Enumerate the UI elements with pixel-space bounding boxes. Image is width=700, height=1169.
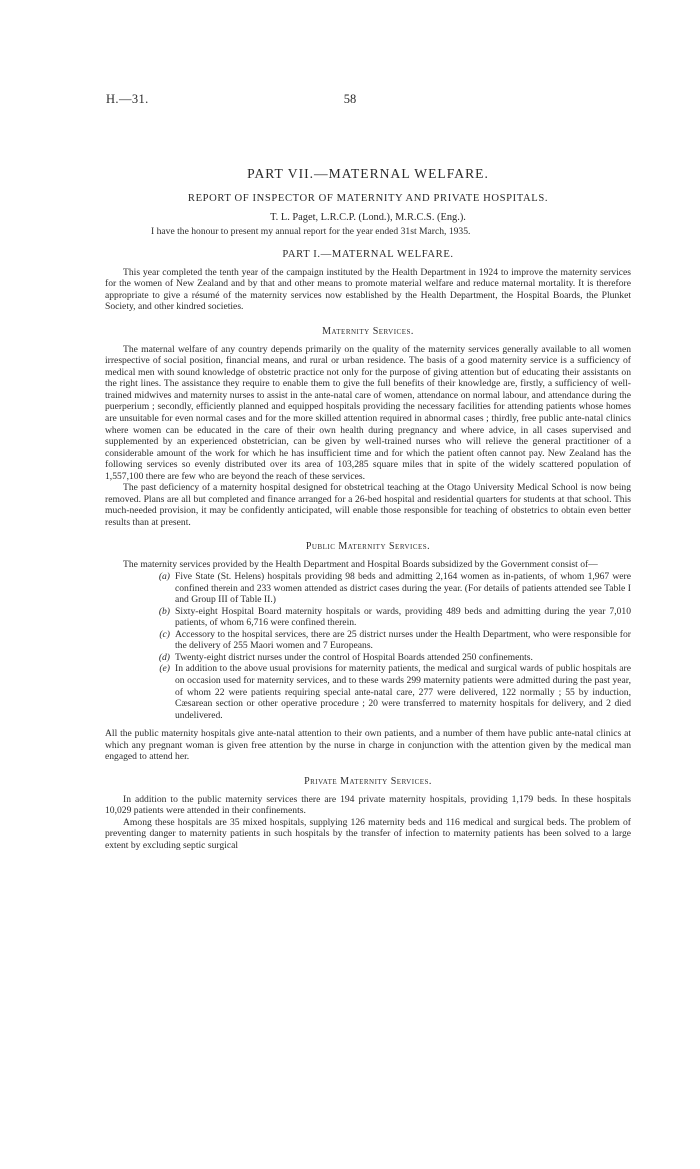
list-item-label: (c) bbox=[159, 628, 170, 640]
part-title: PART VII.—MATERNAL WELFARE. bbox=[247, 166, 489, 181]
paragraph-otago: The past deficiency of a maternity hospital designed for obstetrical teaching at the Otago University Medical School is now being removed. Plans are all but completed and finance arranged for a 26-bed hospital and residential quarters for students at that school. This much-needed provision, it may be confidently anticipated, will enable those responsible for teaching of obstetrics to obtain even better results than at present. bbox=[105, 482, 631, 528]
paragraph-private-hospitals: In addition to the public maternity services there are 194 private maternity hospitals, providing 1,179 beds. In these hospitals 10,029 patients were attended in their confinements. bbox=[105, 793, 631, 817]
list-item-text: Accessory to the hospital services, there are 25 district nurses under the Health Department, who were responsible for the delivery of 255 Maori women and 7 Europeans. bbox=[175, 628, 631, 652]
list-item-text: Twenty-eight district nurses under the control of Hospital Boards attended 250 confinements. bbox=[175, 651, 533, 663]
paragraph-services-consist: The maternity services provided by the Health Department and Hospital Boards subsidized by the Government consist of— bbox=[123, 559, 598, 571]
page-number: 58 bbox=[343, 92, 357, 106]
services-list bbox=[105, 571, 631, 721]
heading-public-maternity-services: Public Maternity Services. bbox=[305, 541, 431, 553]
list-item-label: (d) bbox=[158, 651, 170, 663]
list-item bbox=[105, 652, 631, 664]
list-item-text: Sixty-eight Hospital Board maternity hospitals or wards, providing 489 beds and admitting during the year 7,010 patients, of whom 6,716 were confined therein. bbox=[175, 605, 631, 629]
paragraph-maternal-welfare: The maternal welfare of any country depends primarily on the quality of the maternity services generally available to all women irrespective of social position, financial means, and rural or urban residence. The basis of a good maternity service is a sufficiency of medical men with sound knowledge of obstetric practice not only for the purpose of giving attention but of educating their assistants on the right lines. The assistance they require to enable them to give the full benefits of their knowledge are, firstly, a sufficiency of well-trained midwives and maternity nurses to assist in the ante-natal care of women, attendance on normal labour, and attendance during the puerperium ; secondly, efficiently planned and equipped hospitals providing the necessary facilities for attending patients whose homes are unsuitable for even normal cases and for the more skilled attention required in abnormal cases ; thirdly, free public ante-natal clinics where women can be educated in the care of their own health during pregnancy and where advice, in all cases supervised and supplemented by an experienced obstetrician, can be given by well-trained nurses who will relieve the general practitioner of a considerable amount of the work for which he has insufficient time and for which the patient often cannot pay. New Zealand has the following services so evenly distributed over its area of 103,285 square miles that in spite of the widely scattered population of 1,557,100 there are few who are beyond the reach of these services. bbox=[105, 343, 631, 482]
report-body bbox=[105, 166, 631, 852]
paragraph-campaign: This year completed the tenth year of the campaign instituted by the Health Department in 1924 to improve the maternity services for the women of New Zealand and by that and other means to promote material welfare and reduce maternal mortality. It is therefore appropriate to give a résumé of the maternity services now established by the Health Department, the Hospital Boards, the Plunket Society, and other kindred societies. bbox=[105, 266, 631, 313]
document-reference: H.—31. bbox=[106, 92, 149, 106]
list-item-label: (a) bbox=[158, 571, 170, 583]
report-author: T. L. Paget, L.R.C.P. (Lond.), M.R.C.S. (Eng.). bbox=[270, 212, 466, 223]
paragraph-mixed-hospitals: Among these hospitals are 35 mixed hospitals, supplying 126 maternity beds and 116 medical and surgical beds. The problem of preventing danger to maternity patients in such hospitals by the transfer of infection to maternity patients has been solved to a large extent by excluding septic surgical bbox=[105, 816, 631, 851]
list-item bbox=[105, 571, 631, 606]
list-item bbox=[105, 663, 631, 721]
list-item-label: (e) bbox=[159, 663, 170, 675]
list-item bbox=[105, 606, 631, 629]
list-item bbox=[105, 629, 631, 652]
intro-paragraph: I have the honour to present my annual report for the year ended 31st March, 1935. bbox=[151, 226, 471, 237]
report-title: REPORT OF INSPECTOR OF MATERNITY AND PRIVATE HOSPITALS. bbox=[187, 193, 549, 204]
list-item-label: (b) bbox=[158, 605, 170, 617]
part-i-title: PART I.—MATERNAL WELFARE. bbox=[282, 248, 454, 260]
heading-maternity-services: Maternity Services. bbox=[322, 325, 414, 337]
list-item-text: In addition to the above usual provisions for maternity patients, the medical and surgical wards of public hospitals are on occasion used for maternity services, and to these wards 299 maternity patients were admitted during the past year, of whom 22 were patients requiring special ante-natal care, 277 were delivered, 122 normally ; 55 by induction, Cæsarean section or other operative procedure ; 20 were transferred to maternity hospitals for delivery, and 2 died undelivered. bbox=[175, 663, 631, 721]
heading-private-maternity-services: Private Maternity Services. bbox=[304, 775, 432, 787]
list-item-text: Five State (St. Helens) hospitals providing 98 beds and admitting 2,164 women as in-patients, of whom 1,967 were confined therein and 233 women attended as district cases during the year. (For details of patients attended see Table I and Group III of Table II.) bbox=[175, 571, 631, 606]
paragraph-antenatal-clinics: All the public maternity hospitals give ante-natal attention to their own patients, and a number of them have public ante-natal clinics at which any pregnant woman is given free attention by the nurse in charge in conjunction with the attention given by the medical man engaged to attend her. bbox=[105, 728, 631, 763]
